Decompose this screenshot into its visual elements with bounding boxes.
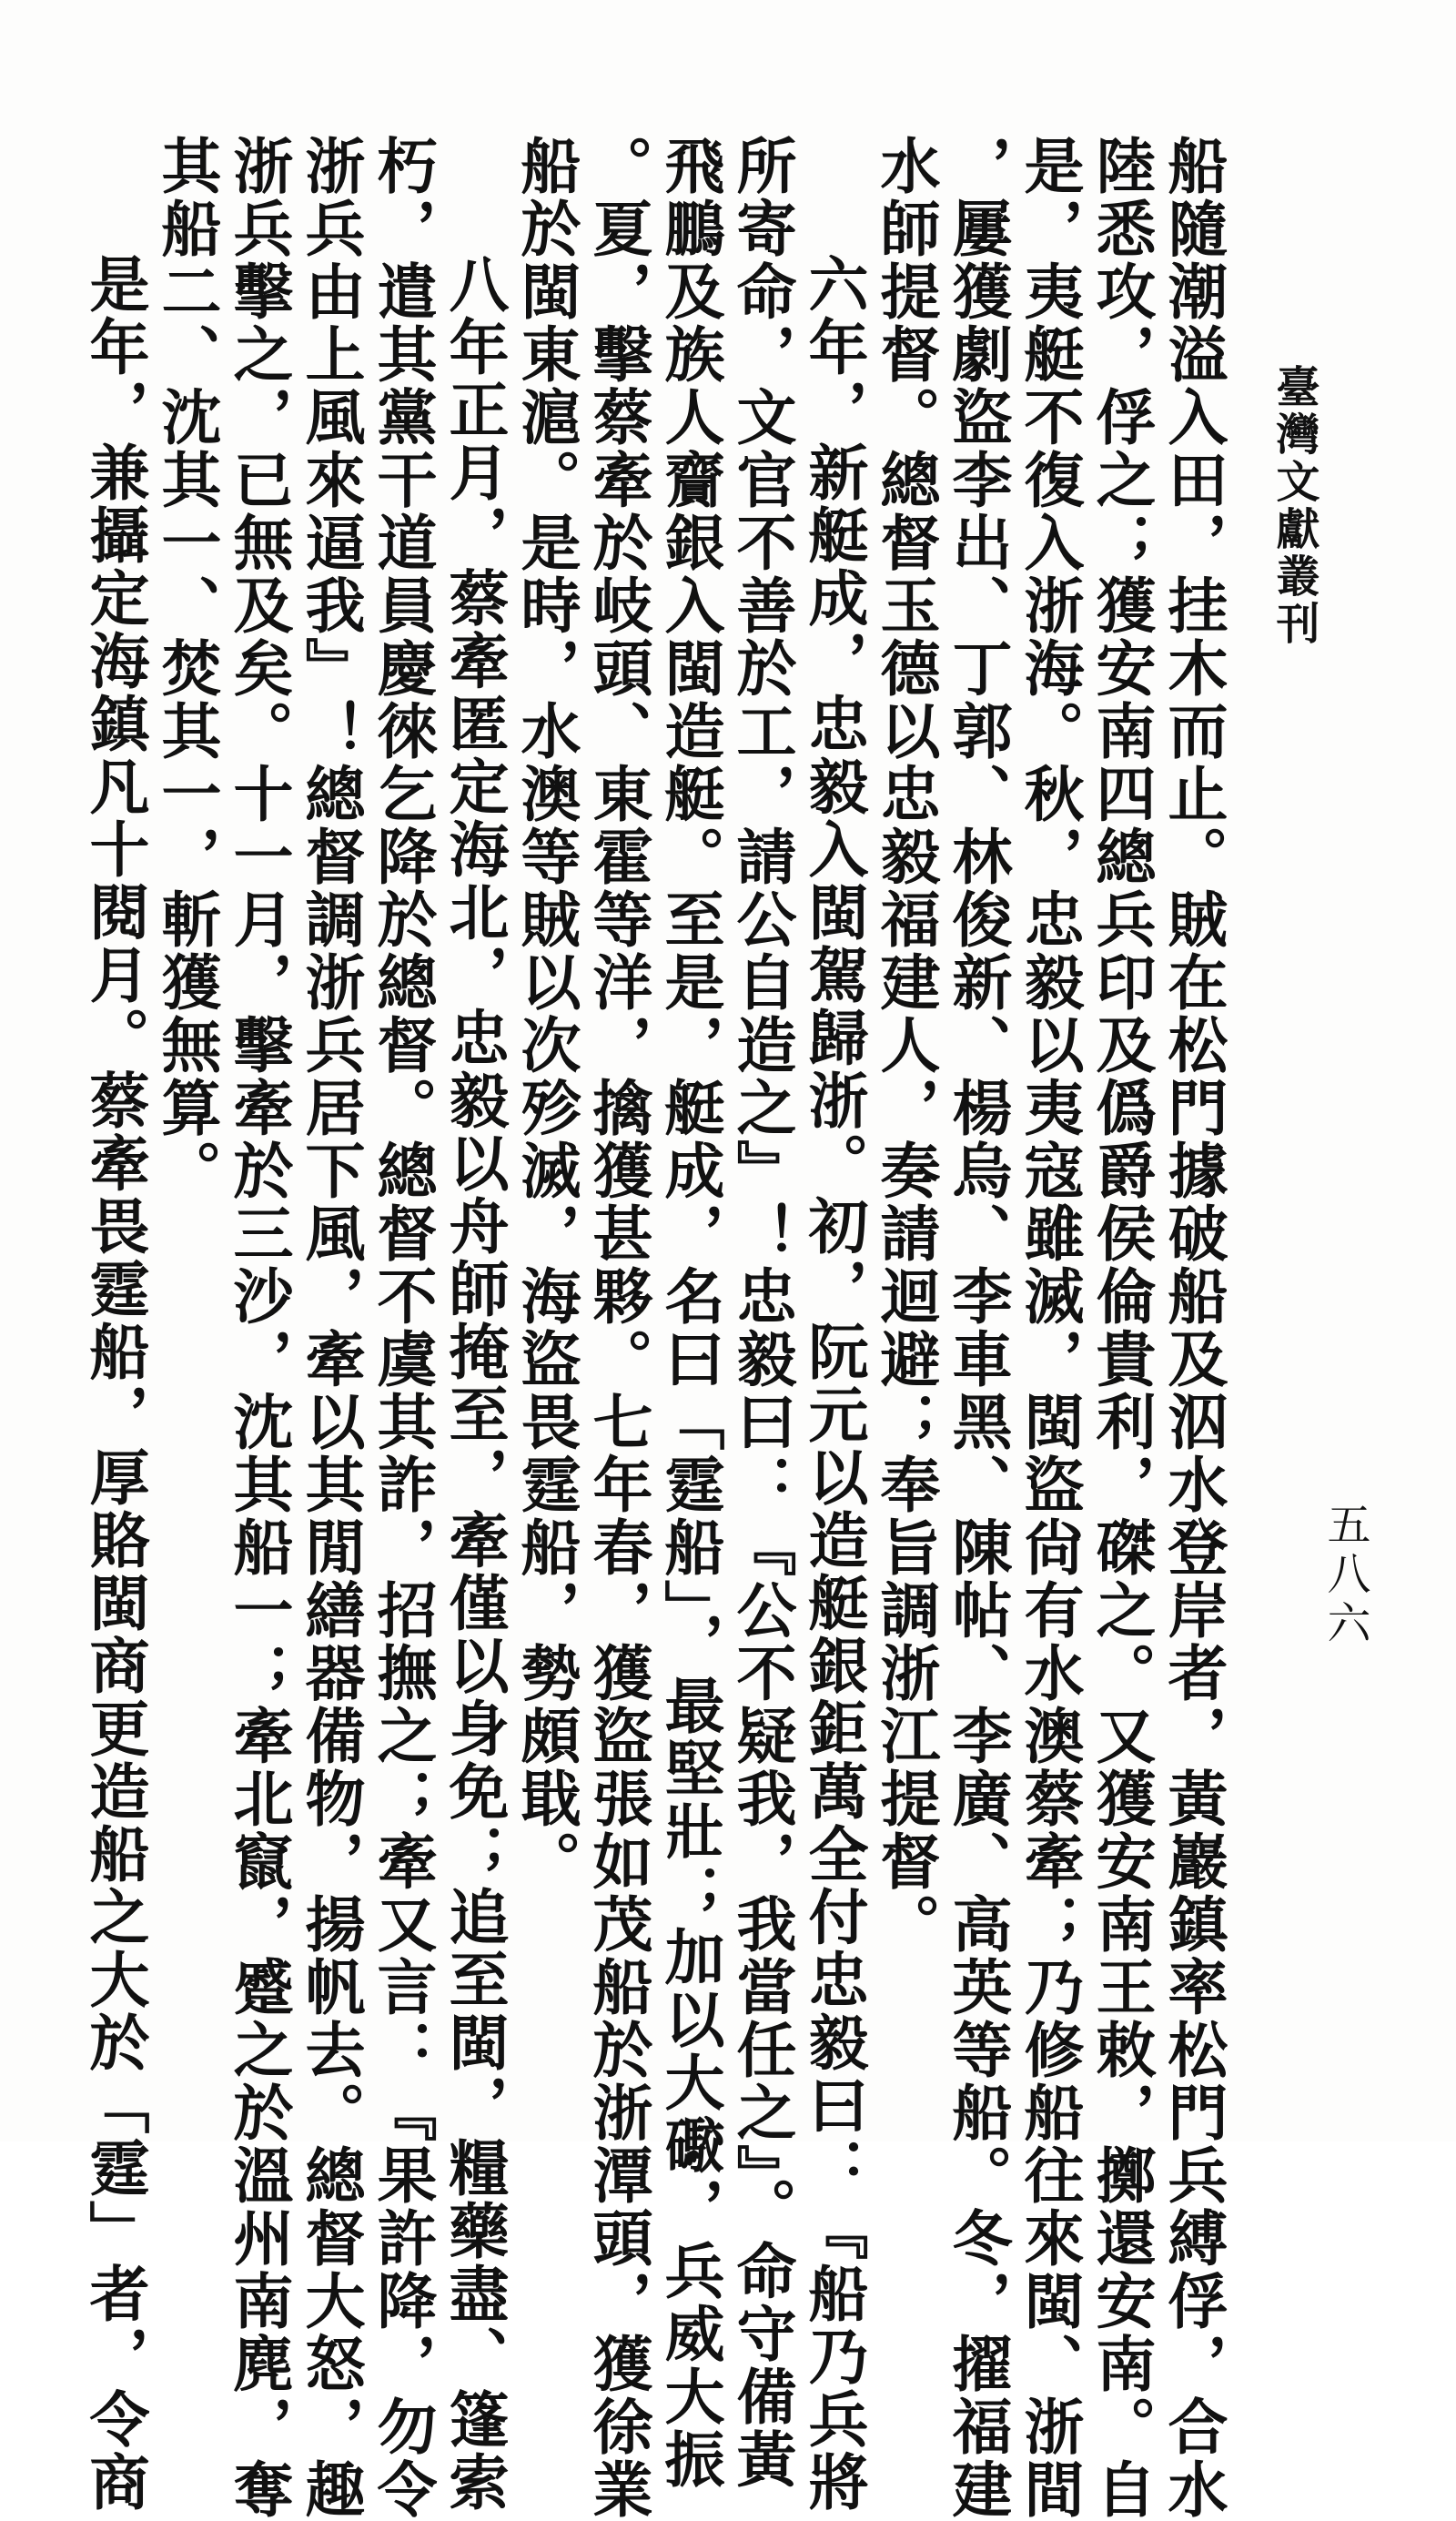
text-column: 水師提督。總督玉德以忠毅福建人，奏請迴避；奉旨調浙江提督。: [870, 135, 941, 1956]
text-column: ，屢獲劇盜李出、丁郭、林俊新、楊烏、李車黑、陳帖、李廣、高英等船。冬，擢福建: [942, 135, 1013, 2521]
page-number: 五八六: [1320, 1502, 1370, 1649]
text-column: 六年，新艇成，忠毅入閩駕歸浙。初，阮元以造艇銀鉅萬全付忠毅曰：『船乃兵將: [798, 253, 869, 2514]
text-column: 陸悉攻，俘之；獲安南四總兵印及僞爵侯倫貴利，磔之。又獲安南王敕，擲還安南。自: [1086, 135, 1157, 2521]
running-title: 臺灣文獻叢刊: [1269, 364, 1320, 648]
body-text: [78, 135, 1228, 2521]
text-column: 所寄命，文官不善於工，請公自造之』！忠毅曰：『公不疑我，我當任之』。命守備黃: [726, 135, 797, 2491]
text-column: 浙兵由上風來逼我』！總督調浙兵居下風，牽以其閒繕器備物，揚帆去。總督大怒，趣: [295, 135, 366, 2521]
text-column: 八年正月，蔡牽匿定海北，忠毅以舟師掩至，牽僅以身免；追至閩，糧藥盡、篷索: [439, 253, 510, 2514]
text-column: 浙兵擊之，已無及矣。十一月，擊牽於三沙，沈其船一；牽北竄，蹙之於溫州南麂，奪: [223, 135, 294, 2521]
text-column: 船於閩東滬。是時，水澳等賊以次殄滅，海盜畏霆船，勢頗戢。: [511, 135, 581, 1893]
text-column: 飛鵬及族人齎銀入閩造艇。至是，艇成，名曰「霆船」，最堅壯；加以大礮，兵威大振: [654, 135, 725, 2491]
text-column: 是年，兼攝定海鎮凡十閱月。蔡牽畏霆船，厚賂閩商更造船之大於「霆」者，令商: [79, 253, 150, 2514]
text-column: 。夏，擊蔡牽於岐頭、東霍等洋，擒獲甚夥。七年春，獲盜張如茂船於浙潭頭，獲徐業: [582, 135, 653, 2521]
text-column: 其船二、沈其一、焚其一，斬獲無算。: [151, 135, 222, 1202]
text-column: 是，夷艇不復入浙海。秋，忠毅以夷寇雖滅，閩盜尙有水澳蔡牽；乃修船往來閩、浙間: [1014, 135, 1085, 2521]
text-column: 朽，遣其黨干道員慶徠乞降於總督。總督不虞其詐，招撫之；牽又言：『果許降，勿令: [367, 135, 438, 2521]
text-column: 船隨潮溢入田，挂木而止。賊在松門據破船及泅水登岸者，黃巖鎮率松門兵縛俘，合水: [1158, 135, 1228, 2521]
